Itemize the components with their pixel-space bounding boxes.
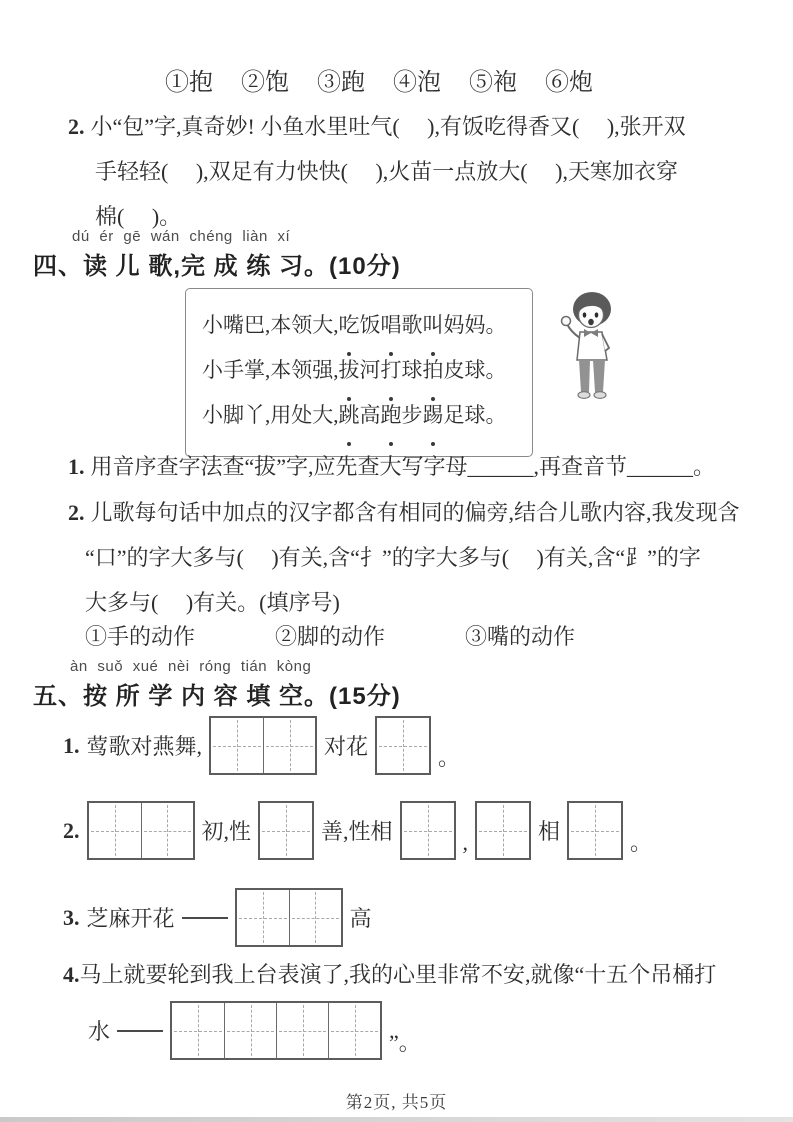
- question-text: 用音序查字法查“拔”字,应先查大写字母______,再查音节______。: [90, 454, 716, 479]
- item-text: 。: [630, 830, 653, 855]
- item-number: 3.: [63, 904, 80, 930]
- grid-cell: [569, 803, 621, 858]
- writing-grid: [209, 716, 317, 775]
- answer-options-row: [85, 620, 575, 651]
- section4-question-1: [68, 444, 715, 489]
- dotted-character: 跳: [339, 393, 360, 438]
- option-item: ⑤袍: [469, 70, 517, 96]
- kid-illustration: [553, 288, 633, 408]
- fill-line: [63, 801, 716, 860]
- section-5-title: 五、按 所 学 内 容 填 空。(15分): [33, 683, 401, 710]
- fill-item: [63, 888, 716, 947]
- section4-question-2-line-3: [85, 580, 340, 625]
- writing-grid: [235, 888, 343, 947]
- dotted-character: 拔: [339, 348, 360, 393]
- item-text: 马上就要轮到我上台表演了,我的心里非常不安,就像“十五个吊桶打: [79, 962, 717, 987]
- option-item: ③跑: [317, 70, 365, 96]
- question-number: 2.: [68, 114, 85, 139]
- item-text: 初,性: [201, 819, 252, 844]
- writing-grid: [258, 801, 314, 860]
- fill-item: [63, 716, 716, 775]
- item-text: 。: [438, 745, 461, 770]
- fill-line: [63, 716, 716, 775]
- section-5-pinyin: àn suǒ xué nèi róng tián kòng: [70, 658, 312, 675]
- option-item: ①手的动作: [85, 624, 196, 649]
- rhyme-text: 高: [359, 403, 381, 427]
- fill-item: [63, 959, 716, 1060]
- question-text: 大多与( )有关。(填序号): [85, 590, 340, 615]
- rhyme-text: 球: [401, 358, 423, 382]
- rhyme-text: 歌: [401, 313, 423, 337]
- rhyme-line: [202, 303, 518, 348]
- section4-question-2-line-2: [85, 535, 701, 580]
- rhyme-text: 小嘴巴,本领大,: [202, 313, 339, 337]
- grid-cell: [172, 1003, 224, 1058]
- question-text: 棉( )。: [95, 204, 182, 229]
- idiom-dash: [182, 917, 228, 919]
- dotted-character: 踢: [423, 393, 444, 438]
- item-text: ”。: [389, 1030, 421, 1055]
- question-text: 手轻轻( ),双足有力快快( ),火苗一点放大( ),天寒加衣穿: [95, 159, 678, 184]
- grid-cell: [377, 718, 429, 773]
- dotted-character: 跑: [381, 393, 402, 438]
- item-text: 善,性相: [321, 819, 393, 844]
- dotted-character: 拍: [423, 348, 444, 393]
- option-item: ②饱: [241, 70, 289, 96]
- kid-eye: [583, 312, 587, 317]
- question-2-line-2: [95, 149, 678, 194]
- option-item: ③嘴的动作: [465, 624, 576, 649]
- grid-cell: [402, 803, 454, 858]
- rhyme-text: 步: [401, 403, 423, 427]
- item-number: 4.: [63, 962, 80, 987]
- section4-question-2-line-1: [68, 490, 740, 535]
- rhyme-row: [185, 288, 633, 457]
- kid-shoe: [594, 392, 606, 399]
- grid-cell: [89, 803, 141, 858]
- item-number: 1.: [63, 732, 80, 758]
- dotted-character: 吃: [339, 303, 360, 348]
- item-text: 相: [538, 819, 561, 844]
- fill-in-items: [63, 716, 716, 1060]
- rhyme-text: 皮球。: [443, 358, 507, 382]
- rhyme-line: [202, 393, 518, 438]
- writing-grid: [400, 801, 456, 860]
- section-4-pinyin: dú ér gē wán chéng liàn xí: [72, 228, 291, 245]
- section-4-title: 四、读 儿 歌,完 成 练 习。(10分): [33, 253, 401, 280]
- grid-cell: [237, 890, 289, 945]
- word-options-row: [165, 62, 593, 97]
- writing-grid: [87, 801, 195, 860]
- kid-pants: [579, 360, 590, 392]
- rhyme-text: 妈妈。: [443, 313, 507, 337]
- option-item: ⑥炮: [545, 70, 593, 96]
- question-2-line-1: [68, 104, 686, 149]
- item-text: 水: [88, 1019, 111, 1044]
- rhyme-box: [185, 288, 533, 457]
- item-text: ,: [462, 830, 469, 855]
- fill-line: [63, 959, 716, 991]
- kid-hand: [562, 317, 571, 326]
- rhyme-text: 饭: [359, 313, 381, 337]
- grid-cell: [141, 803, 193, 858]
- question-text: 儿歌每句话中加点的汉字都含有相同的偏旁,结合儿歌内容,我发现含: [90, 500, 740, 525]
- writing-grid: [475, 801, 531, 860]
- grid-cell: [211, 718, 263, 773]
- question-text: 小“包”字,真奇妙! 小鱼水里吐气( ),有饭吃得香又( ),张开双: [90, 114, 686, 139]
- item-number: 2.: [63, 817, 80, 843]
- fill-item: [63, 801, 716, 860]
- scan-page-edge: [0, 1117, 793, 1122]
- dotted-character: 打: [381, 348, 402, 393]
- rhyme-text: 小手掌,本领强,: [202, 358, 339, 382]
- question-number: 1.: [68, 454, 85, 479]
- rhyme-text: 小脚丫,用处大,: [202, 403, 339, 427]
- question-number: 2.: [68, 500, 85, 525]
- rhyme-text: 足球。: [443, 403, 507, 427]
- writing-grid: [375, 716, 431, 775]
- idiom-dash: [117, 1030, 163, 1032]
- writing-grid: [170, 1001, 382, 1060]
- item-text: 高: [349, 906, 372, 931]
- writing-grid: [567, 801, 623, 860]
- kid-pants: [593, 360, 605, 392]
- footer-page-number: 第2页, 共5页: [345, 1093, 448, 1112]
- option-item: ②脚的动作: [275, 624, 386, 649]
- kid-mouth: [588, 319, 594, 325]
- option-item: ①抱: [165, 70, 213, 96]
- fill-line: [88, 1001, 716, 1060]
- item-text: 芝麻开花: [86, 906, 175, 931]
- grid-cell: [224, 1003, 276, 1058]
- rhyme-text: 河: [359, 358, 381, 382]
- option-item: ④泡: [393, 70, 441, 96]
- grid-cell: [289, 890, 341, 945]
- grid-cell: [260, 803, 312, 858]
- question-text: “口”的字大多与( )有关,含“扌”的字大多与( )有关,含“⻊”的字: [85, 545, 701, 570]
- dotted-character: 叫: [423, 303, 444, 348]
- rhyme-line: [202, 348, 518, 393]
- grid-cell: [263, 718, 315, 773]
- grid-cell: [477, 803, 529, 858]
- item-text: 莺歌对燕舞,: [86, 734, 203, 759]
- fill-line: [63, 888, 716, 947]
- item-text: 对花: [324, 734, 369, 759]
- kid-shoe: [578, 392, 590, 399]
- dotted-character: 唱: [381, 303, 402, 348]
- grid-cell: [328, 1003, 380, 1058]
- kid-eye: [595, 312, 599, 317]
- grid-cell: [276, 1003, 328, 1058]
